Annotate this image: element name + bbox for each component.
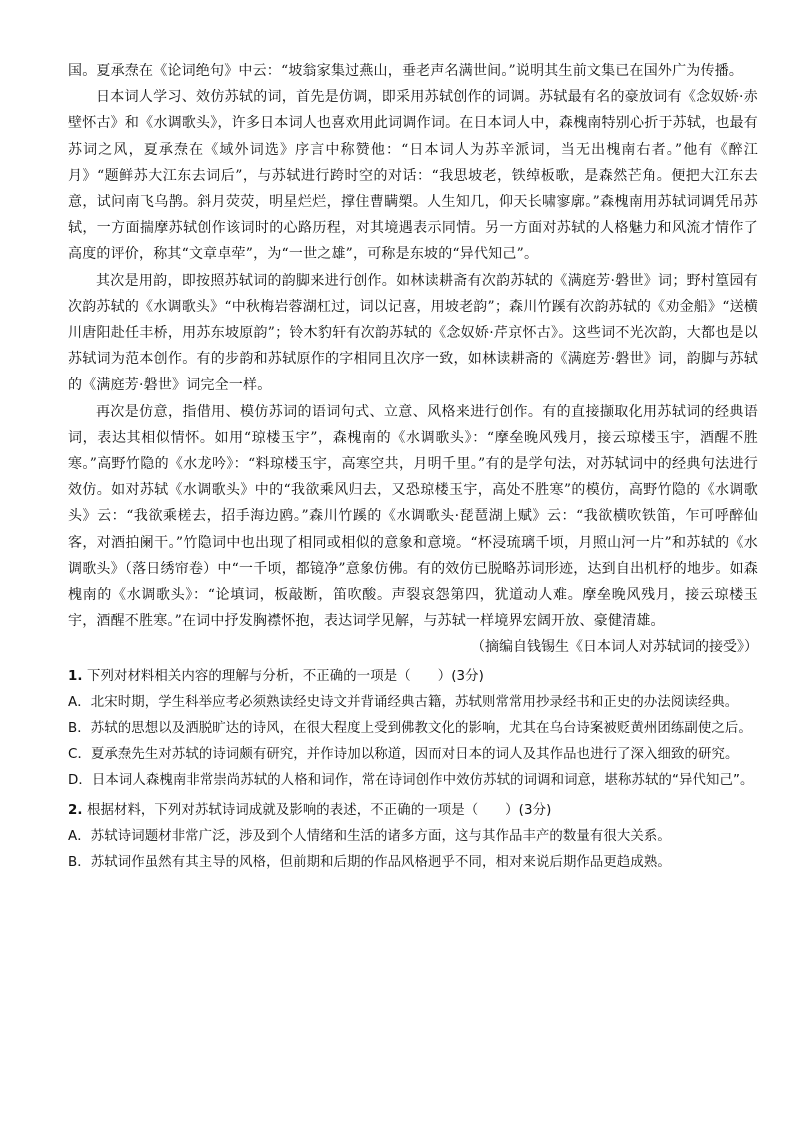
- question-2-number: 2.: [68, 803, 83, 819]
- question-2-option-a: A．苏轼诗词题材非常广泛，涉及到个人情绪和生活的诸多方面，这与其作品丰产的数量有很大关系。: [68, 829, 671, 845]
- question-2-stem: [68, 798, 758, 824]
- passage-paragraph-rhyme: 其次是用韵，即按照苏轼词的韵脚来进行创作。如林读耕斋有次韵苏轼的《满庭芳·磐世》词；野村篁园有次韵苏轼的《水调歌头》“中秋梅岩蓉湖杠过，词以记喜，用坡老韵”；森川竹蹊有次韵苏轼的《劝金船》“送横川唐阳赴任丰桥，用苏东坡原韵”；铃木豹轩有次韵苏轼的《念奴娇·芹京怀古》。这些词不光次韵，大都也是以苏轼词为范本创作。有的步韵和苏轼原作的字相同且次序一致，如林读耕斋的《满庭芳·磐世》词，韵脚与苏轼的《满庭芳·磐世》词完全一样。: [68, 272, 758, 394]
- question-1-number: 1.: [68, 669, 83, 685]
- question-2: [68, 798, 758, 876]
- question-1-option-c: C．夏承焘先生对苏轼的诗词颇有研究，并作诗加以称道，因而对日本的词人及其作品也进行了深入细致的研究。: [68, 747, 739, 763]
- passage-source: （摘编自钱锡生《日本词人对苏轼词的接受》）: [471, 639, 758, 656]
- passage-paragraph-meaning: 再次是仿意，指借用、模仿苏词的语词句式、立意、风格来进行创作。有的直接撷取化用苏轼词的经典语词，表达其相似情怀。如用“琼楼玉宇”，森槐南的《水调歌头》：“摩垒晚风残月，接云琼楼玉宇，酒醒不胜寒。”高野竹隐的《水龙吟》：“料琼楼玉宇，高寒空共，月明千里。”有的是学句法，对苏轼词中的经典句法进行效仿。如对苏轼《水调歌头》中的“我欲乘风归去，又恐琼楼玉宇，高处不胜寒”的模仿，高野竹隐的《水调歌头》云：“我欲乘槎去，招手海边鸥。”森川竹蹊的《水调歌头·琵琶湖上赋》云：“我欲横吹铁笛，乍可呼醉仙客，对酒拍阑干。”竹隐词中也出现了相同或相似的意象和意境。“杯浸琉璃千顷，月照山河一片”和苏轼的《水调歌头》（落日绣帘卷）中“一千顷，都镜净”意象仿佛。有的效仿已脱略苏词形迹，达到自出机杼的地步。如森槐南的《水调歌头》：“论填词，板敲断，笛吹酸。声裂哀怨第四，犹道动人难。摩垒晚风残月，接云琼楼玉宇，酒醒不胜寒。”在词中抒发胸襟怀抱，表达词学见解，与苏轼一样境界宏阔开放、豪健清雄。: [68, 403, 758, 630]
- passage-paragraph-tune-imitation: 日本词人学习、效仿苏轼的词，首先是仿调，即采用苏轼创作的词调。苏轼最有名的豪放词有《念奴娇·赤壁怀古》和《水调歌头》，许多日本词人也喜欢用此词调作词。在日本词人中，森槐南特别心折于苏轼，也最有苏词之风，夏承焘在《域外词选》序言中称赞他：“日本词人为苏辛派词，当无出槐南右者。”他有《醉江月》“题鲜苏大江东去词后”，与苏轼进行跨时空的对话：“我思坡老，铁绰板歌，是森然芒角。便把大江东去意，试问南飞乌鹊。斜月荧荧，明星烂烂，撑住曹瞒槊。人生知几，仰天长啸寥廓。”森槐南用苏轼词调凭吊苏轼，一方面揣摩苏轼创作该词时的心路历程，对其境遇表示同情。另一方面对苏轼的人格魅力和风流才情作了高度的评价，称其“文章卓荦”，为“一世之雄”，可称是东坡的“异代知己”。: [68, 89, 758, 263]
- question-1-option-b: B．苏轼的思想以及洒脱旷达的诗风，在很大程度上受到佛教文化的影响，尤其在乌台诗案被贬黄州团练副使之后。: [68, 721, 752, 737]
- question-1-text: 下列对材料相关内容的理解与分析，不正确的一项是（ ）(3分): [86, 669, 484, 685]
- question-2-text: 根据材料，下列对苏轼诗词成就及影响的表述，不正确的一项是（ ）(3分): [86, 803, 552, 819]
- question-1-option-d: D．日本词人森槐南非常崇尚苏轼的人格和词作，常在诗词创作中效仿苏轼的词调和词意，堪称苏轼的“异代知己”。: [68, 773, 754, 789]
- passage-paragraph-continuation: 国。夏承焘在《论词绝句》中云：“坡翁家集过燕山，垂老声名满世间。”说明其生前文集已在国外广为传播。: [68, 63, 744, 79]
- question-1-stem: [68, 664, 758, 690]
- exam-page: [68, 58, 758, 876]
- question-2-option-b: B．苏轼词作虽然有其主导的风格，但前期和后期的作品风格迥乎不同，相对来说后期作品更趋成熟。: [68, 855, 671, 871]
- question-1-option-a: A．北宋时期，学生科举应考必须熟读经史诗文并背诵经典古籍，苏轼则常常用抄录经书和正史的办法阅读经典。: [68, 695, 739, 711]
- question-1: [68, 664, 758, 794]
